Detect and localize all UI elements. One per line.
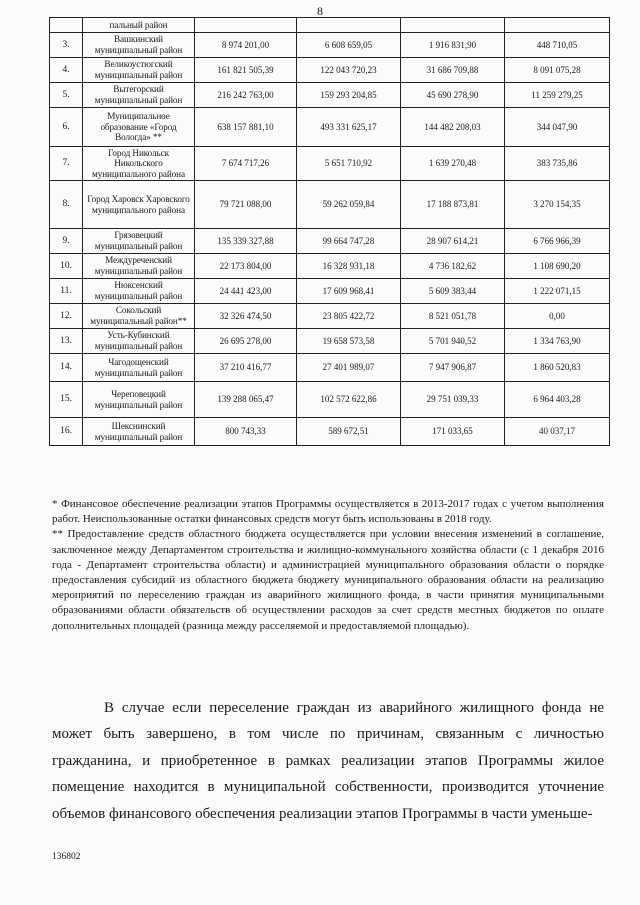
municipality-name: Великоустюгский муниципальный район (83, 58, 195, 83)
table-row (50, 279, 610, 304)
value-col-2: 102 572 622,86 (297, 382, 401, 418)
value-col-2: 5 651 710,92 (297, 147, 401, 181)
row-number: 7. (50, 147, 83, 181)
table-row (50, 229, 610, 254)
row-number: 14. (50, 354, 83, 382)
value-col-2: 159 293 204,85 (297, 83, 401, 108)
table-row (50, 181, 610, 229)
table-row (50, 108, 610, 147)
document-code: 136802 (52, 852, 81, 862)
value-total: 135 339 327,88 (195, 229, 297, 254)
value-total: 216 242 763,00 (195, 83, 297, 108)
row-number: 6. (50, 108, 83, 147)
value-total: 8 974 201,00 (195, 33, 297, 58)
row-number (50, 18, 83, 33)
value-col-4: 6 766 966,39 (505, 229, 610, 254)
row-number: 10. (50, 254, 83, 279)
value-total: 32 326 474,50 (195, 304, 297, 329)
table-row (50, 254, 610, 279)
municipality-name: Чагодощенский муниципальный район (83, 354, 195, 382)
value-col-4: 1 108 690,20 (505, 254, 610, 279)
value-col-4: 40 037,17 (505, 418, 610, 446)
value-col-4: 0,00 (505, 304, 610, 329)
value-total: 24 441 423,00 (195, 279, 297, 304)
table-row (50, 147, 610, 181)
value-col-3: 1 916 831,90 (401, 33, 505, 58)
municipality-name: Вашкинский муниципальный район (83, 33, 195, 58)
value-total: 161 821 505,39 (195, 58, 297, 83)
value-col-3: 45 690 278,90 (401, 83, 505, 108)
value-col-3: 29 751 039,33 (401, 382, 505, 418)
table-row (50, 18, 610, 33)
municipality-name: Вытегорский муниципальный район (83, 83, 195, 108)
value-col-3: 5 609 383,44 (401, 279, 505, 304)
footnote-1: * Финансовое обеспечение реализации этапов Программы осуществляется в 2013-2017 годах с учетом выполнения работ. Неиспользованные остатки финансовых средств могут быть использованы в 2018 году. (52, 498, 604, 526)
value-col-3: 1 639 270,48 (401, 147, 505, 181)
page-number: 8 (317, 4, 323, 18)
footnote-2: ** Предоставление средств областного бюджета осуществляется при условии внесения изменений в соглашение, заключенное между Департаментом строительства и жилищно-коммунального хозяйства области (с 1 декабря 2016 года - Департамент строительства области) и администрацией муниципального образования области о порядке предоставления субсидий из областного бюджета бюджету муниципального образования области на реализацию мероприятий по переселению граждан из аварийного жилищного фонда, в части принятия муниципальными образованиями области обязательств об осуществлении расходов за счет средств местных бюджетов по оплате дополнительных площадей (разница между расселяемой и предоставляемой площадью). (52, 528, 604, 632)
value-col-2: 27 401 989,07 (297, 354, 401, 382)
financing-table (49, 17, 610, 446)
municipality-name: пальный район (83, 18, 195, 33)
value-col-3: 5 701 940,52 (401, 329, 505, 354)
value-total: 37 210 416,77 (195, 354, 297, 382)
row-number: 9. (50, 229, 83, 254)
value-col-2: 6 608 659,05 (297, 33, 401, 58)
footnotes (52, 497, 604, 634)
value-col-4: 1 860 520,83 (505, 354, 610, 382)
municipality-name: Город Харовск Харовского муниципального района (83, 181, 195, 229)
row-number: 15. (50, 382, 83, 418)
row-number: 5. (50, 83, 83, 108)
municipality-name: Шекснинский муниципальный район (83, 418, 195, 446)
table-row (50, 418, 610, 446)
value-col-3: 17 188 873,81 (401, 181, 505, 229)
row-number: 3. (50, 33, 83, 58)
value-col-2: 59 262 059,84 (297, 181, 401, 229)
value-col-4: 11 259 279,25 (505, 83, 610, 108)
value-col-4: 344 047,90 (505, 108, 610, 147)
value-col-2: 122 043 720,23 (297, 58, 401, 83)
value-col-2: 99 664 747,28 (297, 229, 401, 254)
value-total: 22 173 804,00 (195, 254, 297, 279)
row-number: 4. (50, 58, 83, 83)
body-paragraph: В случае если переселение граждан из аварийного жилищного фонда не может быть завершено, в том числе по причинам, связанным с личностью гражданина, и приобретенное в рамках реализации этапов Программы жилое помещение находится в муниципальной собственности, производится уточнение объемов финансового обеспечения реализации этапов Программы в части уменьше- (52, 700, 604, 822)
table-row (50, 354, 610, 382)
value-col-3: 31 686 709,88 (401, 58, 505, 83)
municipality-name: Муниципальное образование «Город Вологда» ** (83, 108, 195, 147)
body-paragraph-block (52, 695, 604, 827)
municipality-name: Междуреченский муниципальный район (83, 254, 195, 279)
municipality-name: Череповецкий муниципальный район (83, 382, 195, 418)
municipality-name: Город Никольск Никольского муниципального района (83, 147, 195, 181)
value-total: 79 721 088,00 (195, 181, 297, 229)
value-total: 800 743,33 (195, 418, 297, 446)
table-row (50, 33, 610, 58)
municipality-name: Сокольский муниципальный район** (83, 304, 195, 329)
value-col-4: 3 270 154,35 (505, 181, 610, 229)
value-col-3 (401, 18, 505, 33)
row-number: 13. (50, 329, 83, 354)
value-col-2 (297, 18, 401, 33)
value-total: 26 695 278,00 (195, 329, 297, 354)
value-col-2: 23 805 422,72 (297, 304, 401, 329)
value-col-2: 493 331 625,17 (297, 108, 401, 147)
value-col-3: 171 033,65 (401, 418, 505, 446)
value-col-3: 144 482 208,03 (401, 108, 505, 147)
value-col-4: 6 964 403,28 (505, 382, 610, 418)
value-total: 7 674 717,26 (195, 147, 297, 181)
value-col-2: 17 609 968,41 (297, 279, 401, 304)
table-row (50, 83, 610, 108)
table-row (50, 58, 610, 83)
row-number: 16. (50, 418, 83, 446)
table-row (50, 304, 610, 329)
value-col-3: 8 521 051,78 (401, 304, 505, 329)
value-col-4: 1 334 763,90 (505, 329, 610, 354)
value-total: 139 288 065,47 (195, 382, 297, 418)
value-col-4: 383 735,86 (505, 147, 610, 181)
value-col-4: 8 091 075,28 (505, 58, 610, 83)
value-col-3: 7 947 906,87 (401, 354, 505, 382)
municipality-name: Нюксенский муниципальный район (83, 279, 195, 304)
municipality-name: Грязовецкий муниципальный район (83, 229, 195, 254)
value-total (195, 18, 297, 33)
value-col-3: 4 736 182,62 (401, 254, 505, 279)
row-number: 12. (50, 304, 83, 329)
value-col-3: 28 907 614,21 (401, 229, 505, 254)
table-row (50, 329, 610, 354)
municipality-name: Усть-Кубинский муниципальный район (83, 329, 195, 354)
row-number: 8. (50, 181, 83, 229)
table-row (50, 382, 610, 418)
value-col-2: 589 672,51 (297, 418, 401, 446)
value-col-4 (505, 18, 610, 33)
value-total: 638 157 881,10 (195, 108, 297, 147)
value-col-2: 16 328 931,18 (297, 254, 401, 279)
value-col-4: 1 222 071,15 (505, 279, 610, 304)
row-number: 11. (50, 279, 83, 304)
value-col-4: 448 710,05 (505, 33, 610, 58)
value-col-2: 19 658 573,58 (297, 329, 401, 354)
